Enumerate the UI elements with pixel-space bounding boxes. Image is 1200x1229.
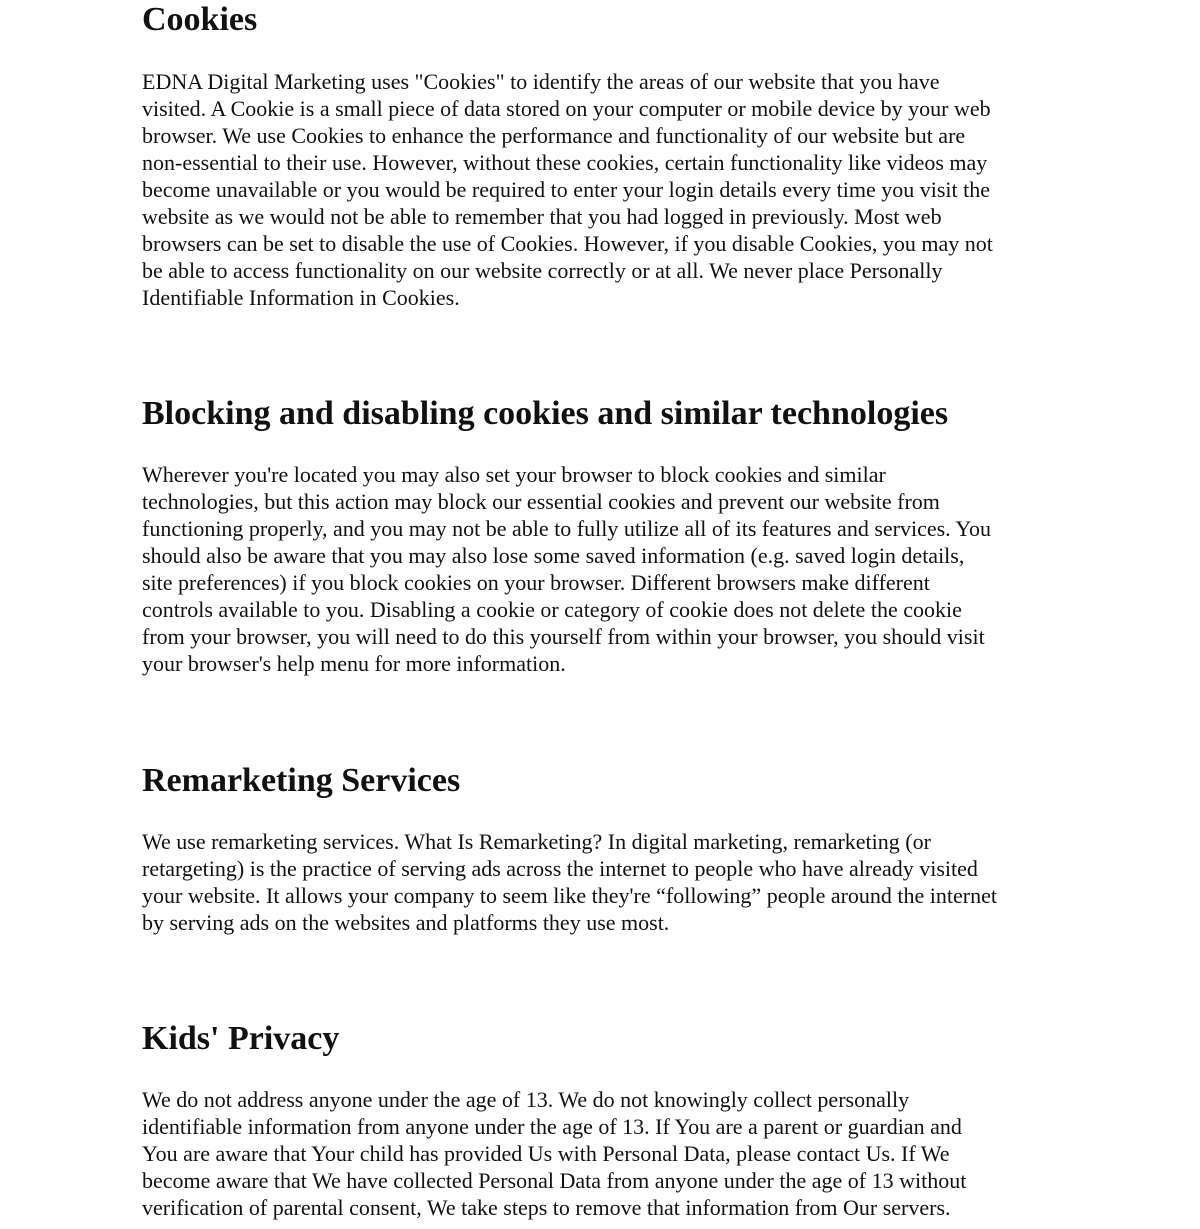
text-line: should also be aware that you may also lose some saved information (e.g. saved login details, <box>142 543 965 568</box>
section-heading: Remarketing Services <box>142 762 461 799</box>
text-line: functioning properly, and you may not be able to fully utilize all of its features and services. You <box>142 516 992 541</box>
text-line: verification of parental consent, We take steps to remove that information from Our servers. <box>142 1195 951 1220</box>
text-line: technologies, but this action may block our essential cookies and prevent our website from <box>142 489 940 514</box>
section-remarketing <box>142 761 997 936</box>
text-line: website as we would not be able to remember that you had logged in previously. Most web <box>142 204 942 229</box>
text-line: We use remarketing services. What Is Remarketing? In digital marketing, remarketing (or <box>142 829 931 854</box>
text-line: become unavailable or you would be required to enter your login details every time you visit the <box>142 177 990 202</box>
text-line: become aware that We have collected Personal Data from anyone under the age of 13 without <box>142 1168 967 1193</box>
text-line: from your browser, you will need to do this yourself from within your browser, you should visit <box>142 624 985 649</box>
text-line: You are aware that Your child has provided Us with Personal Data, please contact Us. If We <box>142 1141 950 1166</box>
section-cookies <box>142 0 993 311</box>
text-line: controls available to you. Disabling a cookie or category of cookie does not delete the cookie <box>142 597 962 622</box>
text-line: site preferences) if you block cookies on your browser. Different browsers make different <box>142 570 930 595</box>
text-line: browser. We use Cookies to enhance the performance and functionality of our website but are <box>142 123 966 148</box>
section-blocking-cookies <box>142 394 991 677</box>
text-line: non-essential to their use. However, without these cookies, certain functionality like videos may <box>142 150 988 175</box>
text-line: Wherever you're located you may also set your browser to block cookies and similar <box>142 462 886 487</box>
section-paragraph <box>142 461 991 677</box>
section-paragraph <box>142 828 997 936</box>
section-kids-privacy <box>142 1019 966 1221</box>
text-line: retargeting) is the practice of serving ads across the internet to people who have already visited <box>142 856 978 881</box>
text-line: We do not address anyone under the age of 13. We do not knowingly collect personally <box>142 1087 910 1112</box>
text-line: your website. It allows your company to seem like they're “following” people around the internet <box>142 883 997 908</box>
text-line: by serving ads on the websites and platforms they use most. <box>142 910 670 935</box>
text-line: identifiable information from anyone under the age of 13. If You are a parent or guardian and <box>142 1114 962 1139</box>
text-line: your browser's help menu for more information. <box>142 651 566 676</box>
section-paragraph <box>142 68 993 311</box>
text-line: EDNA Digital Marketing uses "Cookies" to identify the areas of our website that you have <box>142 69 940 94</box>
text-line: Identifiable Information in Cookies. <box>142 285 460 310</box>
section-heading: Blocking and disabling cookies and similar technologies <box>142 395 949 432</box>
section-heading: Kids' Privacy <box>142 1020 340 1057</box>
text-line: visited. A Cookie is a small piece of data stored on your computer or mobile device by your web <box>142 96 991 121</box>
text-line: be able to access functionality on our website correctly or at all. We never place Personally <box>142 258 943 283</box>
text-line: browsers can be set to disable the use of Cookies. However, if you disable Cookies, you may not <box>142 231 993 256</box>
section-paragraph <box>142 1086 966 1221</box>
section-heading: Cookies <box>142 1 258 38</box>
